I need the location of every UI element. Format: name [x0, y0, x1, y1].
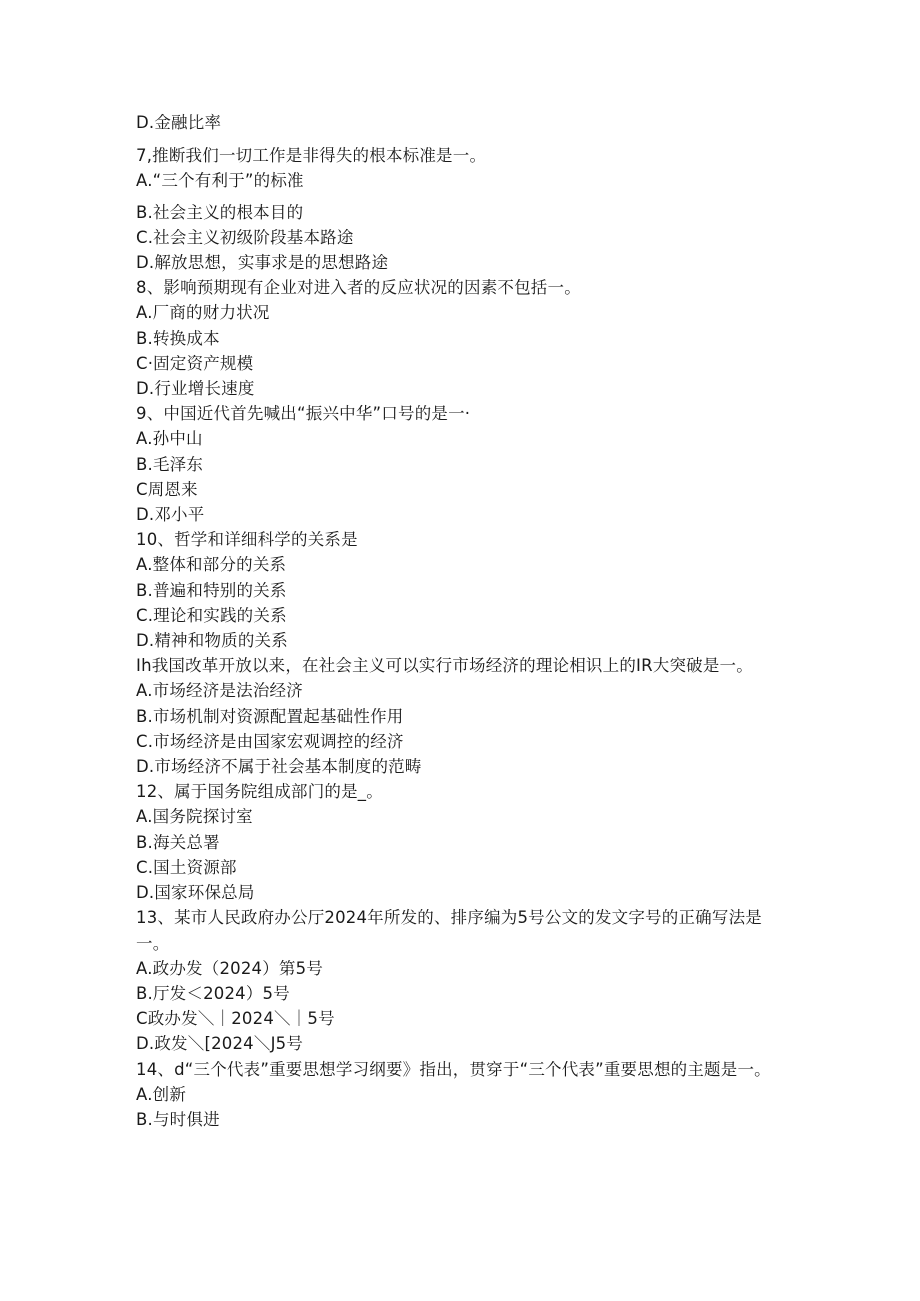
option-line: C周恩来: [136, 479, 198, 499]
option-line: B.厅发＜2024）5号: [136, 983, 290, 1003]
question-13: 13、某市人民政府办公厅2024年所发的、排序编为5号公文的发文字号的正确写法是一。: [136, 908, 762, 953]
question-10: 10、哲学和详细科学的关系是: [136, 530, 358, 550]
option-line: C.国土资源部: [136, 857, 237, 877]
question-7: 7,推断我们一切工作是非得失的根本标准是一。: [136, 146, 487, 166]
question-14: 14、d“三个代表”重要思想学习纲要》指出，贯穿于“三个代表”重要思想的主题是一。: [136, 1059, 771, 1079]
option-line: A.整体和部分的关系: [136, 555, 287, 575]
option-line: B.市场机制对资源配置起基础性作用: [136, 706, 404, 726]
question-9: 9、中国近代首先喊出“振兴中华”口号的是一·: [136, 404, 471, 424]
option-line: D.行业增长速度: [136, 379, 255, 399]
option-line: A.孙中山: [136, 429, 203, 449]
option-line: C政办发＼｜2024＼｜5号: [136, 1009, 335, 1029]
option-line: A.政办发（2024）第5号: [136, 958, 324, 978]
option-line: B.毛泽东: [136, 454, 204, 474]
option-line: A.创新: [136, 1084, 187, 1104]
option-line: A.“三个有利于”的标准: [136, 171, 304, 191]
option-line: B.普遍和特别的关系: [136, 580, 287, 600]
option-line: B.海关总署: [136, 832, 220, 852]
option-line: D.邓小平: [136, 505, 205, 525]
question-11: Ih我国改革开放以来，在社会主义可以实行市场经济的理论相识上的IR大突破是一。: [136, 656, 753, 676]
option-line: D.政发＼[2024＼J5号: [136, 1034, 304, 1054]
option-line: D.国家环保总局: [136, 883, 255, 903]
option-line: A.市场经济是法治经济: [136, 681, 303, 701]
document-page: [136, 110, 786, 1132]
question-8: 8、影响预期现有企业对进入者的反应状况的因素不包括一。: [136, 278, 581, 298]
option-line: D.金融比率: [136, 113, 222, 132]
question-12: 12、属于国务院组成部门的是_。: [136, 782, 383, 802]
option-line: C.理论和实践的关系: [136, 605, 287, 625]
option-line: D.市场经济不属于社会基本制度的范畴: [136, 757, 422, 777]
option-line: D.解放思想，实事求是的思想路途: [136, 253, 389, 273]
option-line: C.市场经济是由国家宏观调控的经济: [136, 731, 404, 751]
option-line: C.社会主义初级阶段基本路途: [136, 227, 354, 247]
option-line: B.转换成本: [136, 328, 220, 348]
option-line: B.社会主义的根本目的: [136, 202, 304, 222]
option-line: B.与时俱进: [136, 1109, 220, 1129]
option-line: C·固定资产规模: [136, 353, 254, 373]
option-line: D.精神和物质的关系: [136, 631, 288, 651]
option-line: A.国务院探讨室: [136, 807, 253, 827]
option-line: A.厂商的财力状况: [136, 303, 270, 323]
